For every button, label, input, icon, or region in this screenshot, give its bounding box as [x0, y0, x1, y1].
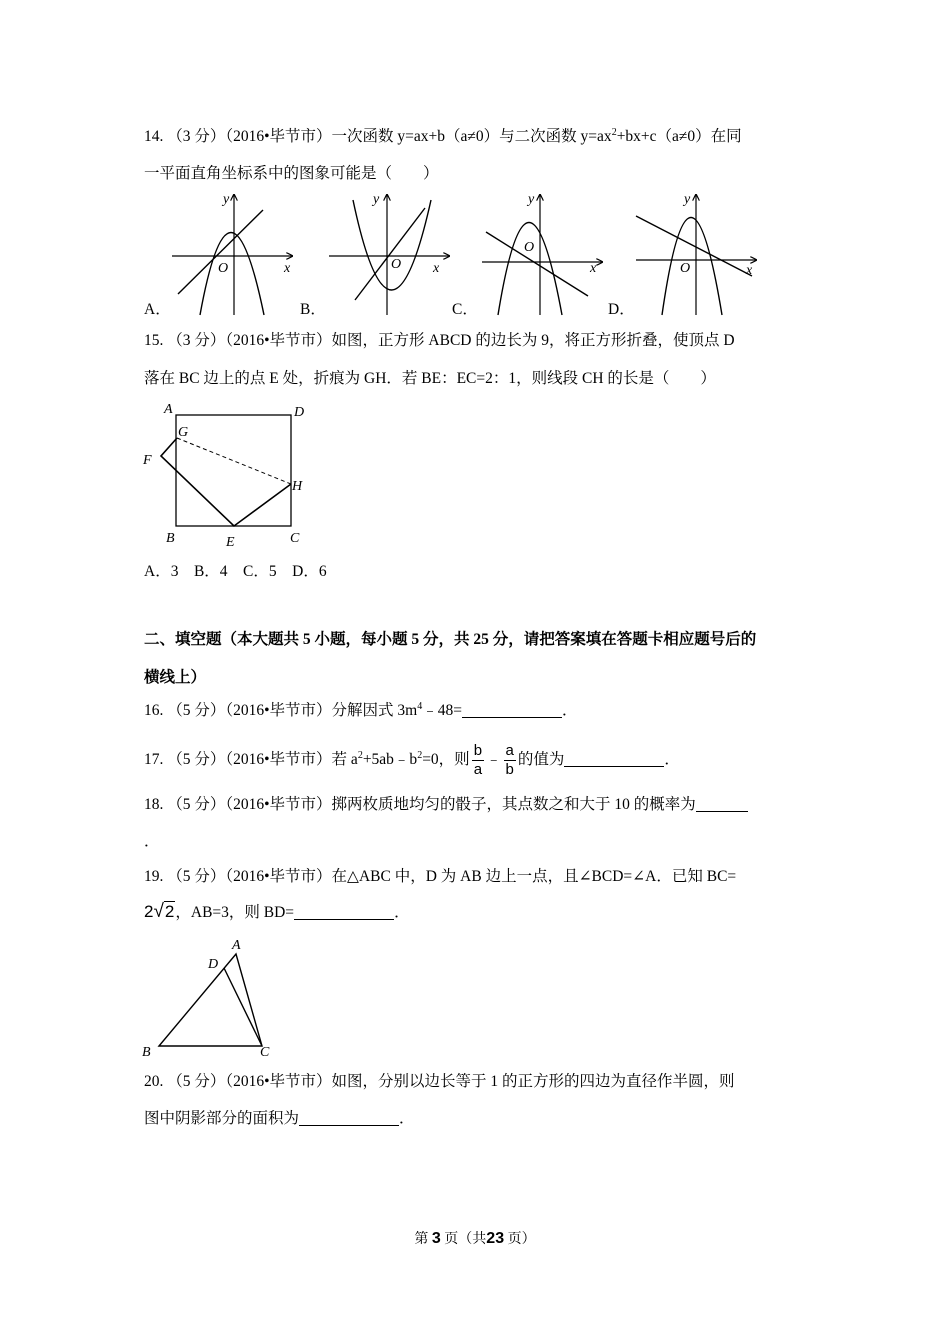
q15-answers: A．3 B．4 C．5 D．6	[144, 563, 327, 580]
q18-line2: ．	[144, 833, 160, 850]
q14-option-a: A．	[144, 301, 171, 318]
q14-graph-d	[632, 190, 760, 318]
q19-line2: 2√2，AB=3，则 BD= ．	[144, 901, 410, 922]
axis-label-y: y	[684, 192, 691, 207]
q14-line1: 14. （3 分）（2016•毕节市）一次函数 y=ax+b（a≠0）与二次函数 $y=ax^2+bx+c(a\ne 0)$在同	[144, 127, 742, 145]
answer-blank[interactable]	[462, 702, 562, 718]
fraction-b-over-a: $\frac{b}{a}$	[473, 742, 483, 778]
section2-title-line1: 二、填空题（本大题共 5 小题，每小题 5 分，共 25 分，请把答案填在答题卡相应题号后的	[144, 631, 757, 648]
fraction-a-over-b: $\frac{a}{b}$	[505, 742, 514, 778]
q14-graph-c	[478, 190, 606, 318]
point-label-a: A	[232, 938, 241, 953]
point-label-b: B	[166, 531, 175, 546]
q14-option-b: B．	[300, 301, 326, 318]
q14-option-d: D．	[608, 301, 635, 318]
axis-label-x: x	[590, 261, 597, 276]
point-label-f: F	[143, 453, 152, 468]
q19-line1: 19. （5 分）（2016•毕节市）在△ABC 中，D 为 AB 边上一点，且∠BCD=∠A．已知 BC=	[144, 868, 737, 885]
origin-label: O	[391, 257, 402, 272]
point-label-c: C	[290, 531, 300, 546]
q17: 17. （5 分）（2016•毕节市）若 $a^2+5ab﹣b^2=0$，则 $\frac{b}{a}$ ﹣ $\frac{a}{b}$ 的值为 ．	[144, 742, 680, 778]
point-label-g: G	[178, 425, 189, 440]
point-label-c: C	[260, 1045, 270, 1060]
page-footer: 第 3 页（共23 页）	[414, 1230, 536, 1247]
axis-label-y: y	[528, 192, 535, 207]
section2-title-line2: 横线上）	[144, 669, 207, 686]
point-label-e: E	[226, 535, 235, 550]
page-number: 3	[431, 1230, 441, 1247]
q15-line1: 15. （3 分）（2016•毕节市）如图，正方形 ABCD 的边长为 9，将正方形折叠，使顶点 D	[144, 332, 735, 349]
origin-label: O	[524, 240, 535, 255]
answer-blank[interactable]	[299, 1110, 399, 1126]
answer-blank[interactable]	[696, 796, 748, 812]
total-pages: 23	[486, 1230, 505, 1247]
axis-label-x: x	[433, 261, 440, 276]
origin-label: O	[680, 261, 691, 276]
axis-label-x: x	[746, 263, 753, 278]
axis-label-x: x	[284, 261, 291, 276]
q14-graph-b	[325, 190, 453, 318]
point-label-d: D	[294, 405, 305, 420]
q19-figure	[140, 932, 280, 1062]
q18-line1: 18. （5 分）（2016•毕节市）掷两枚质地均匀的骰子，其点数之和大于 10 的概率为	[144, 795, 748, 815]
point-label-d: D	[208, 957, 219, 972]
answer-blank[interactable]	[294, 904, 394, 920]
origin-label: O	[218, 261, 229, 276]
point-label-a: A	[164, 402, 173, 417]
q14-graph-a	[168, 190, 296, 318]
q20-line1: 20. （5 分）（2016•毕节市）如图，分别以边长等于 1 的正方形的四边为直径作半圆，则	[144, 1073, 735, 1090]
sqrt-expression: 2√2	[144, 901, 175, 922]
q14-option-c: C．	[452, 301, 478, 318]
axis-label-y: y	[373, 192, 380, 207]
q20-line2: 图中阴影部分的面积为 ．	[144, 1110, 415, 1127]
answer-blank[interactable]	[564, 751, 664, 767]
q15-figure	[140, 398, 320, 553]
q16: 16. （5 分）（2016•毕节市）分解因式 $3m^4﹣48=$ ．	[144, 701, 578, 719]
q14-line2: 一平面直角坐标系中的图象可能是（ ）	[144, 165, 439, 182]
point-label-h: H	[292, 479, 303, 494]
point-label-b: B	[142, 1045, 151, 1060]
q15-line2: 落在 BC 边上的点 E 处，折痕为 GH．若 BE：EC=2：1，则线段 CH 的长是（ ）	[144, 370, 716, 387]
axis-label-y: y	[223, 192, 230, 207]
